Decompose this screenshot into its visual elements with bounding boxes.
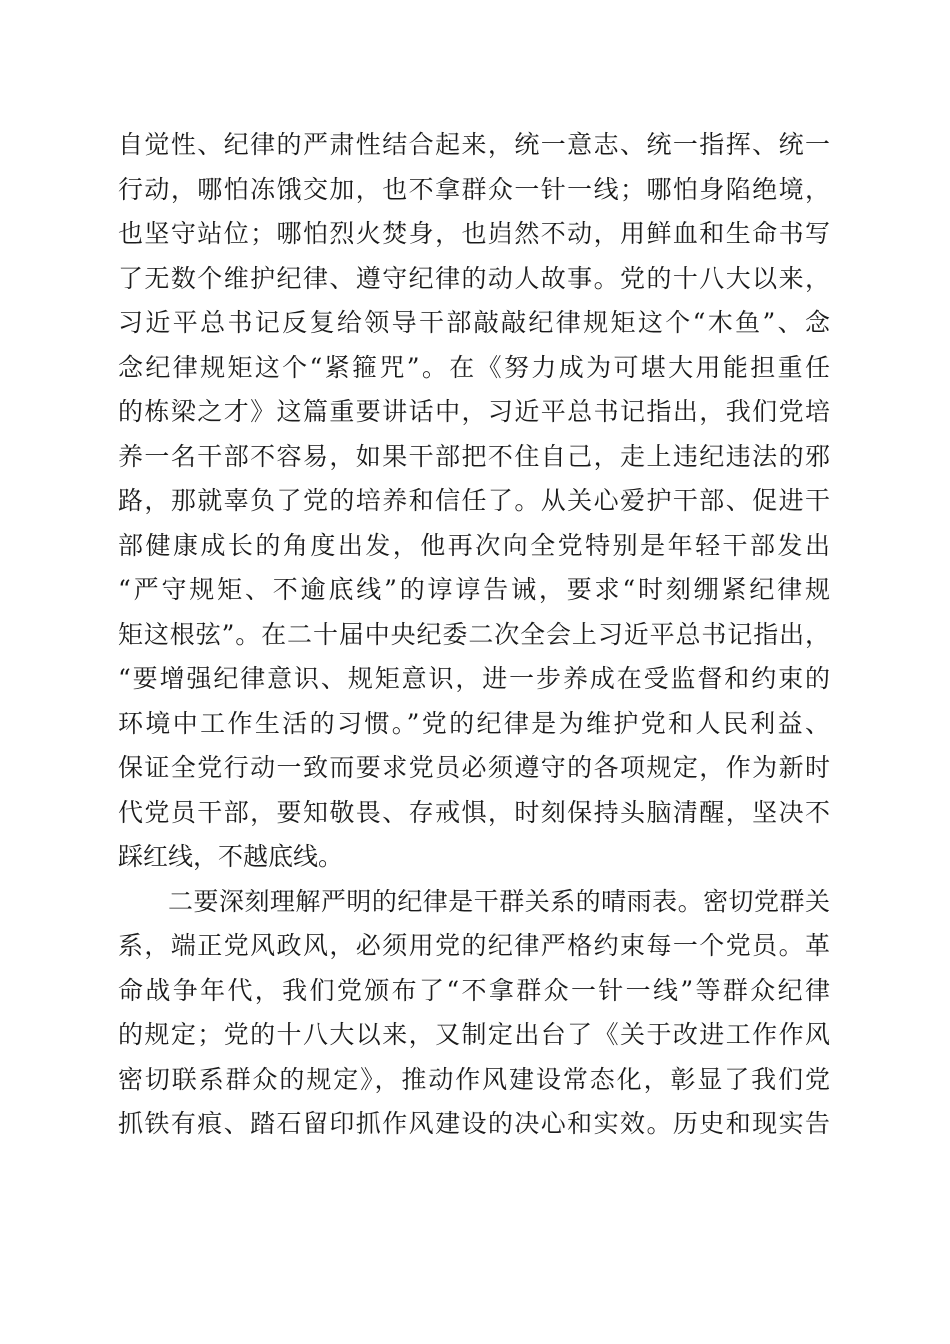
text-line: 命战争年代，我们党颁布了“不拿群众一针一线”等群众纪律 bbox=[118, 975, 830, 1005]
text-line: 踩红线，不越底线。 bbox=[118, 842, 344, 871]
text-line: 部健康成长的角度出发，他再次向全党特别是年轻干部发出 bbox=[118, 530, 830, 560]
text-line: 矩这根弦”。在二十届中央纪委二次全会上习近平总书记指出， bbox=[118, 619, 830, 649]
text-line: “要增强纪律意识、规矩意识，进一步养成在受监督和约束的 bbox=[118, 664, 830, 693]
text-line: 抓铁有痕、踏石留印抓作风建设的决心和实效。历史和现实告 bbox=[118, 1109, 830, 1138]
text-line: 的栋梁之才》这篇重要讲话中，习近平总书记指出，我们党培 bbox=[118, 397, 830, 426]
text-line: 行动，哪怕冻饿交加，也不拿群众一针一线；哪怕身陷绝境， bbox=[118, 174, 830, 204]
text-line: “严守规矩、不逾底线”的谆谆告诫，要求“时刻绷紧纪律规 bbox=[118, 575, 830, 604]
text-line: 的规定；党的十八大以来，又制定出台了《关于改进工作作风 bbox=[118, 1020, 830, 1049]
text-line: 系，端正党风政风，必须用党的纪律严格约束每一个党员。革 bbox=[118, 931, 830, 960]
text-line: 念纪律规矩这个“紧箍咒”。在《努力成为可堪大用能担重任 bbox=[118, 352, 830, 382]
text-line: 路，那就辜负了党的培养和信任了。从关心爱护干部、促进干 bbox=[118, 486, 830, 515]
text-line: 密切联系群众的规定》，推动作风建设常态化，彰显了我们党 bbox=[118, 1064, 830, 1094]
text-line: 保证全党行动一致而要求党员必须遵守的各项规定，作为新时 bbox=[118, 753, 830, 782]
text-line: 自觉性、纪律的严肃性结合起来，统一意志、统一指挥、统一 bbox=[118, 130, 830, 159]
text-line: 环境中工作生活的习惯。”党的纪律是为维护党和人民利益、 bbox=[118, 708, 830, 738]
text-line: 养一名干部不容易，如果干部把不住自己，走上违纪违法的邪 bbox=[118, 441, 830, 471]
body-text bbox=[118, 123, 830, 1147]
text-line: 代党员干部，要知敬畏、存戒惧，时刻保持头脑清醒，坚决不 bbox=[118, 797, 830, 827]
text-line: 习近平总书记反复给领导干部敲敲纪律规矩这个“木鱼”、念 bbox=[118, 308, 830, 337]
text-line: 了无数个维护纪律、遵守纪律的动人故事。党的十八大以来， bbox=[118, 263, 830, 293]
paragraph-start-line: 二要深刻理解严明的纪律是干群关系的晴雨表。密切党群关 bbox=[168, 886, 830, 916]
text-line: 也坚守站位；哪怕烈火焚身，也岿然不动，用鲜血和生命书写 bbox=[118, 219, 830, 248]
